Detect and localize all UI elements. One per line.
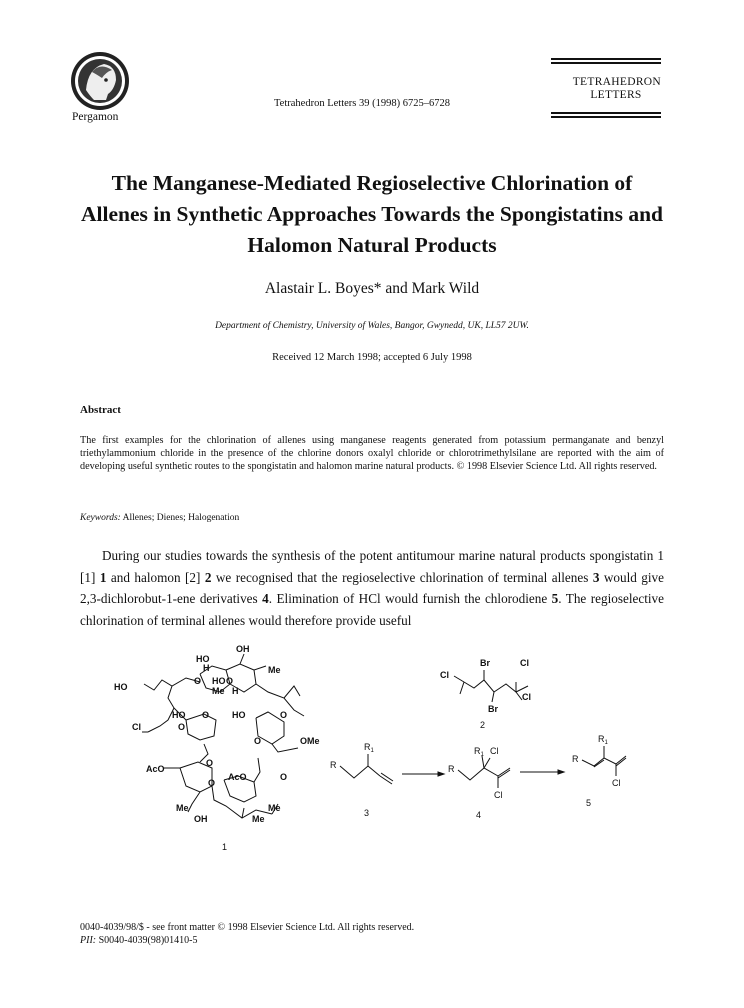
- rule: [551, 62, 661, 64]
- dichlorobutene-structure: [458, 756, 510, 788]
- keywords: [80, 513, 239, 523]
- atom-label: O: [254, 736, 262, 746]
- atom-label: H: [203, 663, 210, 673]
- atom-label: Cl: [612, 778, 621, 788]
- compound-number: 3: [364, 808, 370, 818]
- pii-line: [80, 934, 414, 947]
- atom-label: Cl: [440, 670, 449, 680]
- keywords-list: Allenes; Dienes; Halogenation: [122, 513, 240, 523]
- atom-label: O: [226, 676, 234, 686]
- atom-label: AcO: [146, 764, 165, 774]
- keywords-label: Keywords:: [80, 513, 121, 523]
- atom-label: OH: [194, 814, 208, 824]
- copyright-line: 0040-4039/98/$ - see front matter © 1998 Elsevier Science Ltd. All rights reserved.: [80, 922, 415, 933]
- atom-label: O: [208, 778, 216, 788]
- atom-label: OH: [236, 644, 250, 654]
- pii-label: PII:: [80, 935, 97, 946]
- compound-number: 4: [476, 810, 482, 820]
- body-text: . Elimination of HCl would furnish the chlorodiene: [268, 591, 552, 606]
- atom-label: Cl: [132, 722, 141, 732]
- atom-label: Cl: [520, 658, 529, 668]
- publisher-name: Pergamon: [72, 111, 119, 123]
- journal-name-line2: LETTERS: [590, 89, 642, 101]
- pii-value: S0040-4039(98)01410-5: [98, 935, 198, 946]
- compound-number: 5: [586, 798, 592, 808]
- compound-ref: 2: [204, 569, 212, 585]
- chlorodiene-structure: [582, 746, 626, 776]
- rule: [551, 58, 661, 60]
- article-title: The Manganese-Mediated Regioselective Chlorination of Allenes in Synthetic Approaches Towards the Spongistatins and Halomon Natural Products: [80, 171, 664, 257]
- atom-label: HO: [172, 710, 186, 720]
- atom-label: HO: [212, 676, 226, 686]
- rule: [551, 116, 661, 118]
- body-text: . The regioselective chlorination of terminal allenes would therefore provide useful: [80, 591, 664, 628]
- authors: Alastair L. Boyes* and Mark Wild: [264, 280, 480, 297]
- halomon-structure: [454, 670, 528, 702]
- body-text: During our studies towards the synthesis of the potent antitumour marine natural products spongistatin 1 [1]: [80, 548, 664, 585]
- journal-masthead: [551, 58, 661, 120]
- atom-label: O: [202, 710, 210, 720]
- atom-label: Me: [212, 686, 225, 696]
- reaction-arrow: [520, 770, 564, 774]
- atom-label: Cl: [494, 790, 503, 800]
- citation-text: Tetrahedron Letters 39 (1998) 6725–6728: [274, 98, 450, 109]
- atom-label: Me: [252, 814, 265, 824]
- atom-label: HO: [232, 710, 246, 720]
- atom-label: R: [448, 764, 455, 774]
- atom-label: $R_1$: [364, 742, 374, 754]
- received-dates: Received 12 March 1998; accepted 6 July 1998: [272, 352, 472, 363]
- atom-label: AcO: [228, 772, 247, 782]
- atom-label: R: [572, 754, 579, 764]
- body-text: and halomon [2]: [106, 569, 205, 585]
- atom-label: O: [178, 722, 186, 732]
- chemical-scheme: [108, 636, 668, 856]
- affiliation: Department of Chemistry, University of Wales, Bangor, Gwynedd, UK, LL57 2UW.: [215, 321, 529, 331]
- atom-label: O: [206, 758, 214, 768]
- compound-ref: 5: [551, 591, 559, 606]
- compound-number: 1: [222, 842, 228, 852]
- compound-ref: 3: [592, 569, 600, 585]
- atom-label: OMe: [300, 736, 320, 746]
- atom-label: O: [280, 710, 288, 720]
- compound-number: 2: [480, 720, 486, 730]
- atom-label: $R_1$: [598, 734, 608, 746]
- atom-label: Br: [480, 658, 491, 668]
- atom-label: Cl: [522, 692, 531, 702]
- allene-structure: [340, 754, 393, 784]
- body-paragraph: [80, 545, 664, 631]
- atom-label: HO: [114, 682, 128, 692]
- atom-label: O: [280, 772, 288, 782]
- rule: [551, 112, 661, 114]
- atom-label: Cl: [490, 746, 499, 756]
- atom-label: $R_1$: [474, 746, 484, 758]
- journal-name-line1: TETRAHEDRON: [572, 76, 661, 88]
- atom-label: O: [194, 676, 202, 686]
- atom-label: Me: [176, 803, 189, 813]
- abstract-text: The first examples for the chlorination of allenes using manganese reagents generated from potassium permanganate and benzyl triethylammonium chloride in the presence of the chlorine donors oxalyl chloride or chlorotrimethylsilane are reported with the aim of developing useful synthetic routes to the spongistatin and halomon marine natural products. © 1998 Elsevier Science Ltd. All rights reserved.: [80, 435, 664, 473]
- pergamon-logo: [66, 50, 134, 112]
- atom-label: Me: [268, 803, 281, 813]
- compound-ref: 1: [99, 569, 107, 585]
- journal-name: [551, 76, 661, 102]
- atom-label: Br: [488, 704, 499, 714]
- atom-label: H: [232, 686, 239, 696]
- reaction-arrow: [402, 772, 444, 776]
- body-text: would give 2,3-dichlorobut-1-ene derivatives: [80, 569, 664, 606]
- compound-ref: 4: [262, 591, 269, 606]
- atom-label: Me: [268, 665, 281, 675]
- body-text: we recognised that the regioselective chlorination of terminal allenes: [211, 569, 593, 585]
- atom-label: HO: [196, 654, 210, 664]
- atom-label: R: [330, 760, 337, 770]
- abstract-heading: Abstract: [80, 404, 121, 416]
- footer: [80, 921, 414, 947]
